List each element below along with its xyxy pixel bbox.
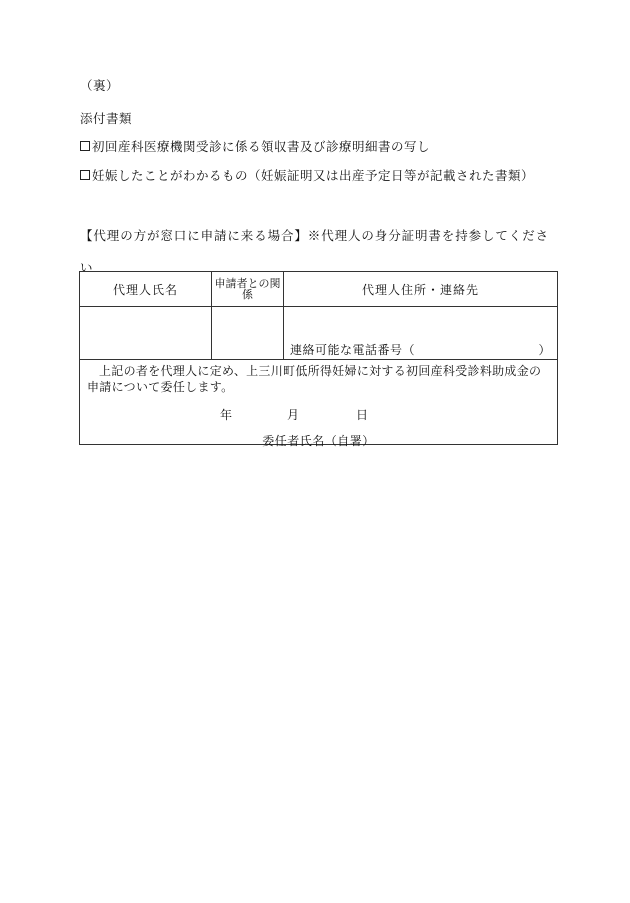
proxy-name-field[interactable] [80, 307, 212, 360]
attachment-label: 妊娠したことがわかるもの（妊娠証明又は出産予定日等が記載された書類） [92, 168, 535, 183]
date-month: 月 [287, 408, 300, 422]
header-proxy-name: 代理人氏名 [80, 272, 212, 307]
delegation-text: 上記の者を代理人に定め、上三川町低所得妊婦に対する初回産科受診料助成金の申請について委任します。 [87, 364, 542, 394]
attachment-item [80, 137, 430, 155]
header-relation: 申請者との関係 [212, 272, 284, 307]
proxy-table [79, 271, 558, 448]
phone-close: ） [538, 343, 551, 357]
attachment-label: 初回産科医療機関受診に係る領収書及び診療明細書の写し [92, 139, 431, 154]
attachment-item [80, 166, 534, 184]
checkbox[interactable] [80, 141, 90, 151]
delegation-section [80, 360, 558, 448]
attachments-title: 添付書類 [80, 111, 133, 126]
proxy-notice: 【代理の方が窓口に申請に来る場合】※代理人の身分証明書を持参してください [80, 228, 550, 275]
relation-field[interactable] [212, 307, 284, 360]
address-field[interactable] [284, 307, 558, 360]
date-year: 年 [220, 408, 233, 422]
page-side-label: （裏） [80, 78, 120, 93]
header-proxy-address: 代理人住所・連絡先 [284, 272, 558, 307]
signature-label: 委任者氏名（自署） [262, 434, 375, 448]
phone-label: 連絡可能な電話番号（ [290, 343, 416, 357]
date-day: 日 [356, 408, 369, 422]
checkbox[interactable] [80, 170, 90, 180]
